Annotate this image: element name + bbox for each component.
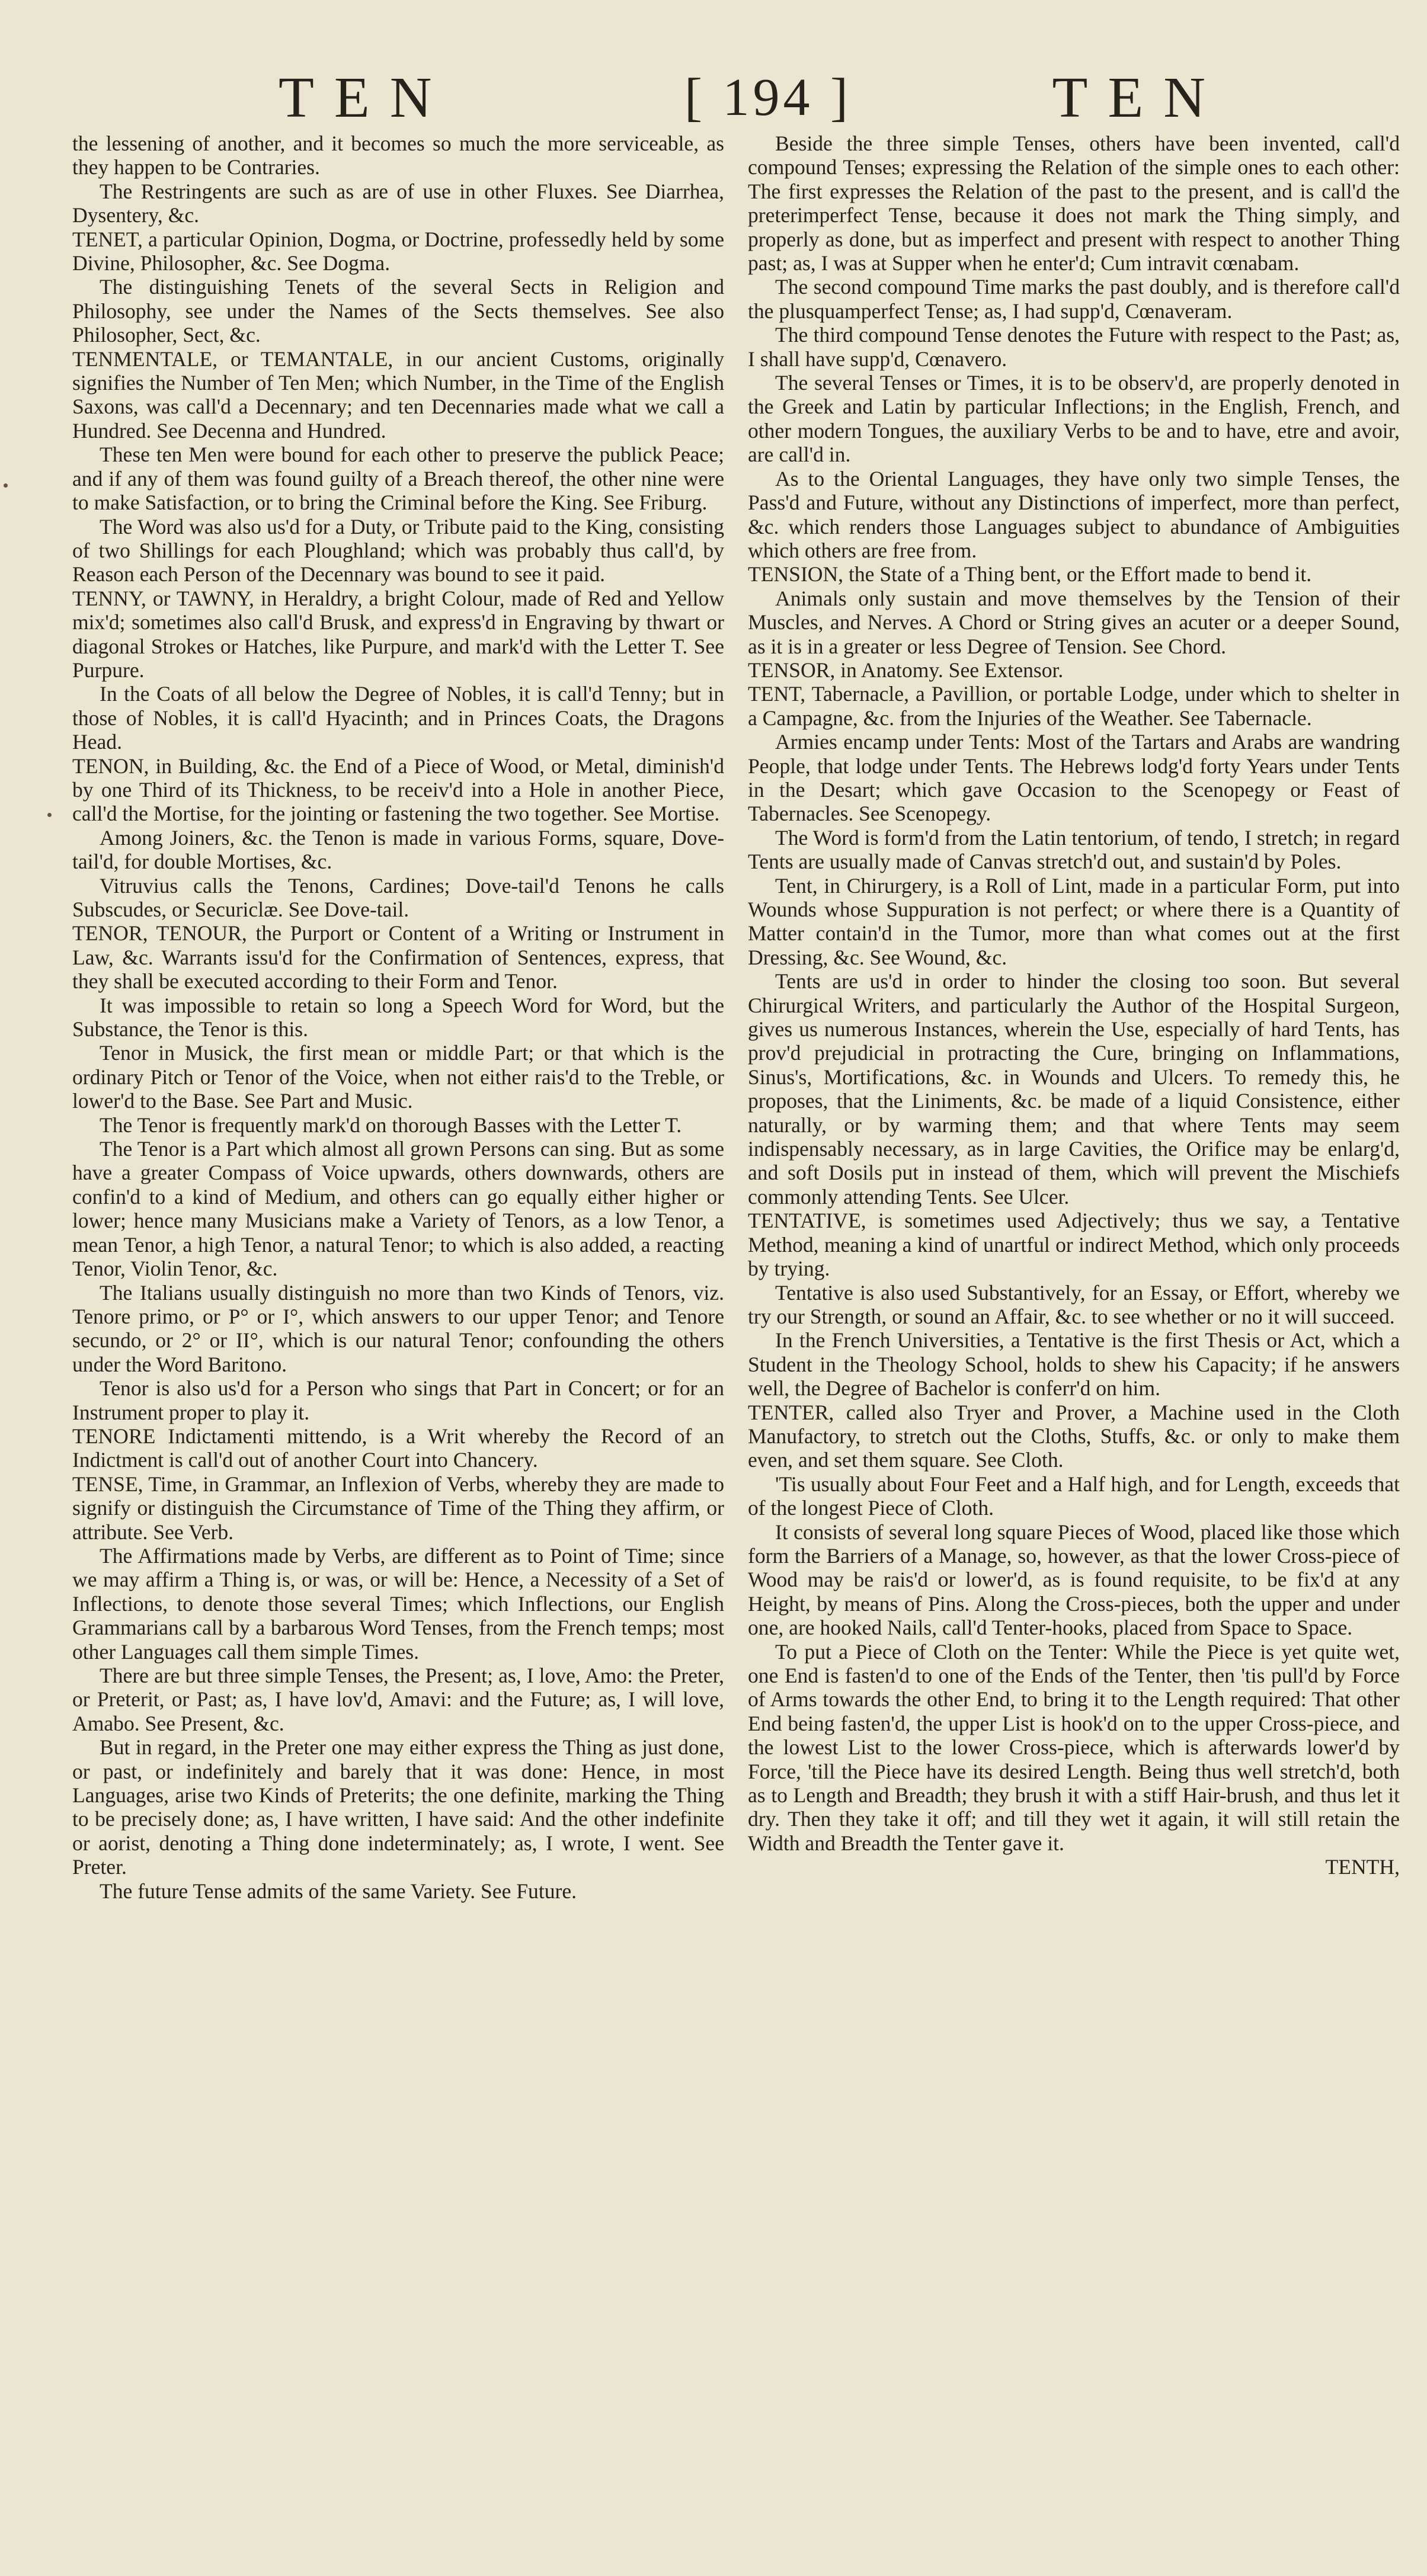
paragraph: The several Tenses or Times, it is to be observ'd, are properly denoted in the Greek and Latin by particular Inflections; in the English, French, and other modern Tongues, the auxiliary Verbs to be and to have, etre and avoir, are call'd in. — [748, 371, 1400, 467]
paragraph: These ten Men were bound for each other to preserve the publick Peace; and if any of them was found guilty of a Breach thereof, the other nine were to make Satisfaction, or to bring the Criminal before the King. See Friburg. — [72, 443, 724, 515]
paragraph: Tenor in Musick, the first mean or middle Part; or that which is the ordinary Pitch or Tenor of the Voice, when not either rais'd to the Treble, or lower'd to the Base. See Part and Music. — [72, 1041, 724, 1113]
entry-tenon: TENON, in Building, &c. the End of a Piece of Wood, or Metal, diminish'd by one Third of its Thickness, to be receiv'd into a Hole in another Piece, call'd the Mortise, for the jointing or fastening the two together. See Mortise. — [72, 754, 724, 826]
page-header — [71, 56, 1356, 139]
margin-mark — [4, 483, 8, 488]
paragraph: It consists of several long square Pieces of Wood, placed like those which form the Barriers of a Manage, so, however, as that the lower Cross-piece of Wood may be rais'd or lower'd, as is found requisite, to be fix'd at any Height, by means of Pins. Along the Cross-pieces, both the upper and under one, are hooked Nails, call'd Tenter-hooks, placed from Space to Space. — [748, 1520, 1400, 1640]
paragraph: Tentative is also used Substantively, for an Essay, or Effort, whereby we try our Strength, or sound an Affair, &c. to see whether or no it will succeed. — [748, 1280, 1400, 1328]
paragraph: The future Tense admits of the same Variety. See Future. — [100, 1879, 577, 1903]
entry-tenore: TENORE Indictamenti mittendo, is a Writ whereby the Record of an Indictment is call'd out of another Court into Chancery. — [72, 1424, 724, 1472]
paragraph: The Word was also us'd for a Duty, or Tribute paid to the King, consisting of two Shillings for each Ploughland; which was probably thus call'd, by Reason each Person of the Decennary was bound to see it paid. — [72, 514, 724, 587]
paragraph: As to the Oriental Languages, they have only two simple Tenses, the Pass'd and Future, without any Distinctions of imperfect, more than perfect, &c. which renders those Languages subject to abundance of Ambiguities which others are free from. — [748, 466, 1400, 562]
paragraph: Animals only sustain and move themselves by the Tension of their Muscles, and Nerves. A Chord or String gives an acuter or a deeper Sound, as it is in a greater or less Degree of Tension. See Chord. — [748, 586, 1400, 658]
paragraph: The third compound Tense denotes the Future with respect to the Past; as, I shall have supp'd, Cœnavero. — [748, 323, 1400, 371]
paragraph: the lessening of another, and it becomes so much the more serviceable, as they happen to be Contraries. — [72, 132, 724, 180]
entry-tent: TENT, Tabernacle, a Pavillion, or portable Lodge, under which to shelter in a Campagne, &c. from the Injuries of the Weather. See Tabernacle. — [748, 682, 1400, 730]
catchword: TENTH, — [1325, 1855, 1400, 1879]
entry-tenny: TENNY, or TAWNY, in Heraldry, a bright Colour, made of Red and Yellow mix'd; sometimes also call'd Brusk, and express'd in Engraving by thwart or diagonal Strokes or Hatches, like Purpure, and mark'd with the Letter T. See Purpure. — [72, 586, 724, 682]
left-headword: TEN — [279, 66, 452, 130]
entry-tensor: TENSOR, in Anatomy. See Extensor. — [748, 658, 1064, 682]
paragraph: Tenor is also us'd for a Person who sings that Part in Concert; or for an Instrument proper to play it. — [72, 1376, 724, 1424]
paragraph: Tent, in Chirurgery, is a Roll of Lint, made in a particular Form, put into Wounds whose Suppuration is not perfect; or where there is a Quantity of Matter contain'd in the Tumor, more than what comes out at the first Dressing, &c. See Wound, &c. — [748, 873, 1400, 969]
entry-tenor: TENOR, TENOUR, the Purport or Content of a Writing or Instrument in Law, &c. Warrants issu'd for the Confirmation of Sentences, express, that they shall be executed according to their Form and Tenor. — [72, 921, 724, 994]
paragraph: The Tenor is a Part which almost all grown Persons can sing. But as some have a greater Compass of Voice upwards, others downwards, others are confin'd to a kind of Medium, and others can go equally either higher or lower; hence many Musicians make a Variety of Tenors, as a low Tenor, a mean Tenor, a high Tenor, a natural Tenor; to which is also added, a reacting Tenor, Violin Tenor, &c. — [72, 1137, 724, 1281]
paragraph: The Restringents are such as are of use in other Fluxes. See Diarrhea, Dysentery, &c. — [72, 179, 724, 228]
paragraph: To put a Piece of Cloth on the Tenter: While the Piece is yet quite wet, one End is fasten'd to one of the Ends of the Tenter, then 'tis pull'd by Force of Arms towards the other End, to bring it to the Length required: That other End being fasten'd, the upper List is hook'd on to the upper Cross-piece, and the lowest List to the lower Cross-piece, which is afterwards lower'd by Force, 'till the Piece have its desired Length. Being thus well stretch'd, both as to Length and Breadth; they brush it with a stiff Hair-brush, and thus let it dry. Then they take it off; and till they wet it again, it will still retain the Width and Breadth the Tenter gave it. — [748, 1639, 1400, 1855]
paragraph: The second compound Time marks the past doubly, and is therefore call'd the plusquamperfect Tense; as, I had supp'd, Cœnaveram. — [748, 275, 1400, 323]
entry-tension: TENSION, the State of a Thing bent, or the Effort made to bend it. — [748, 562, 1312, 587]
paragraph: The Tenor is frequently mark'd on thorough Basses with the Letter T. — [100, 1113, 682, 1137]
page-number: [ 194 ] — [684, 68, 852, 127]
paragraph: There are but three simple Tenses, the Present; as, I love, Amo: the Preter, or Preterit, or Past; as, I have lov'd, Amavi: and the Future; as, I will love, Amabo. See Present, &c. — [72, 1664, 724, 1735]
paragraph: Beside the three simple Tenses, others have been invented, call'd compound Tenses; expressing the Relation of the simple ones to each other: The first expresses the Relation of the past to the present, and is call'd the preterimperfect Tense, because it does not mark the Thing simply, and properly as done, but as imperfect and present with respect to another Thing past; as, I was at Supper when he enter'd; Cum intravit cœnabam. — [748, 132, 1400, 275]
paragraph: The distinguishing Tenets of the several Sects in Religion and Philosophy, see under the Names of the Sects themselves. See also Philosopher, Sect, &c. — [72, 275, 724, 347]
paragraph: The Affirmations made by Verbs, are different as to Point of Time; since we may affirm a Thing is, or was, or will be: Hence, a Necessity of a Set of Inflections, to denote those several Times; which Inflections, our English Grammarians call by a barbarous Word Tenses, from the French temps; most other Languages call them simple Times. — [72, 1543, 724, 1664]
paragraph: But in regard, in the Preter one may either express the Thing as just done, or past, or indefinitely and barely that it was done: Hence, in most Languages, arise two Kinds of Preterits; the one definite, marking the Thing to be precisely done; as, I have written, I have said: And the other indefinite or aorist, denoting a Thing done indeterminately; as, I wrote, I went. See Preter. — [72, 1735, 724, 1879]
left-column — [72, 132, 724, 1903]
entry-tentative: TENTATIVE, is sometimes used Adjectively; thus we say, a Tentative Method, meaning a kind of unartful or indirect Method, which only proceeds by trying. — [748, 1209, 1400, 1281]
paragraph: Among Joiners, &c. the Tenon is made in various Forms, square, Dove-tail'd, for double Mortises, &c. — [72, 825, 724, 874]
entry-tense: TENSE, Time, in Grammar, an Inflexion of Verbs, whereby they are made to signify or distinguish the Circumstance of Time of the Thing they affirm, or attribute. See Verb. — [72, 1472, 724, 1544]
paragraph: Armies encamp under Tents: Most of the Tartars and Arabs are wandring People, that lodge under Tents. The Hebrews lodg'd forty Years under Tents in the Desart; which gave Occasion to the Scenopegy or Feast of Tabernacles. See Scenopegy. — [748, 730, 1400, 826]
margin-mark — [47, 813, 52, 817]
paragraph: Vitruvius calls the Tenons, Cardines; Dove-tail'd Tenons he calls Subscudes, or Securiclæ. See Dove-tail. — [72, 873, 724, 921]
paragraph: The Italians usually distinguish no more than two Kinds of Tenors, viz. Tenore primo, or P° or I°, which answers to our upper Tenor; and Tenore secundo, or 2° or II°, which is our natural Tenor; confounding the others under the Word Baritono. — [72, 1280, 724, 1376]
paragraph: In the Coats of all below the Degree of Nobles, it is call'd Tenny; but in those of Nobles, it is call'd Hyacinth; and in Princes Coats, the Dragons Head. — [72, 682, 724, 754]
entry-tenet: TENET, a particular Opinion, Dogma, or Doctrine, professedly held by some Divine, Philosopher, &c. See Dogma. — [72, 227, 724, 275]
right-headword: TEN — [1052, 66, 1226, 130]
paragraph: The Word is form'd from the Latin tentorium, of tendo, I stretch; in regard Tents are usually made of Canvas stretch'd out, and sustain'd by Poles. — [748, 825, 1400, 874]
paragraph: It was impossible to retain so long a Speech Word for Word, but the Substance, the Tenor is this. — [72, 993, 724, 1042]
paragraph: Tents are us'd in order to hinder the closing too soon. But several Chirurgical Writers, and particularly the Author of the Hospital Surgeon, gives us numerous Instances, wherein the Use, especially of hard Tents, has prov'd prejudicial in protracting the Cure, bringing on Inflammations, Sinus's, Mortifications, &c. in Wounds and Ulcers. To remedy this, he proposes, that the Liniments, &c. be made of a liquid Consistence, either naturally, or by warming them; and that where Tents may seem indispensably necessary, as in large Cavities, the Orifice may be enlarg'd, and soft Dosils put in instead of them, which will prevent the Mischiefs commonly attending Tents. See Ulcer. — [748, 969, 1400, 1209]
entry-tenter: TENTER, called also Tryer and Prover, a Machine used in the Cloth Manufactory, to stretch out the Cloths, Stuffs, &c. or only to make them even, and set them square. See Cloth. — [748, 1400, 1400, 1472]
right-column — [748, 132, 1400, 1879]
entry-tenmentale: TENMENTALE, or TEMANTALE, in our ancient Customs, originally signifies the Number of Ten Men; which Number, in the Time of the English Saxons, was call'd a Decennary; and ten Decennaries made what we call a Hundred. See Decenna and Hundred. — [72, 347, 724, 443]
paragraph: 'Tis usually about Four Feet and a Half high, and for Length, exceeds that of the longest Piece of Cloth. — [748, 1472, 1400, 1520]
paragraph: In the French Universities, a Tentative is the first Thesis or Act, which a Student in the Theology School, holds to shew his Capacity; if he answers well, the Degree of Bachelor is conferr'd on him. — [748, 1328, 1400, 1401]
